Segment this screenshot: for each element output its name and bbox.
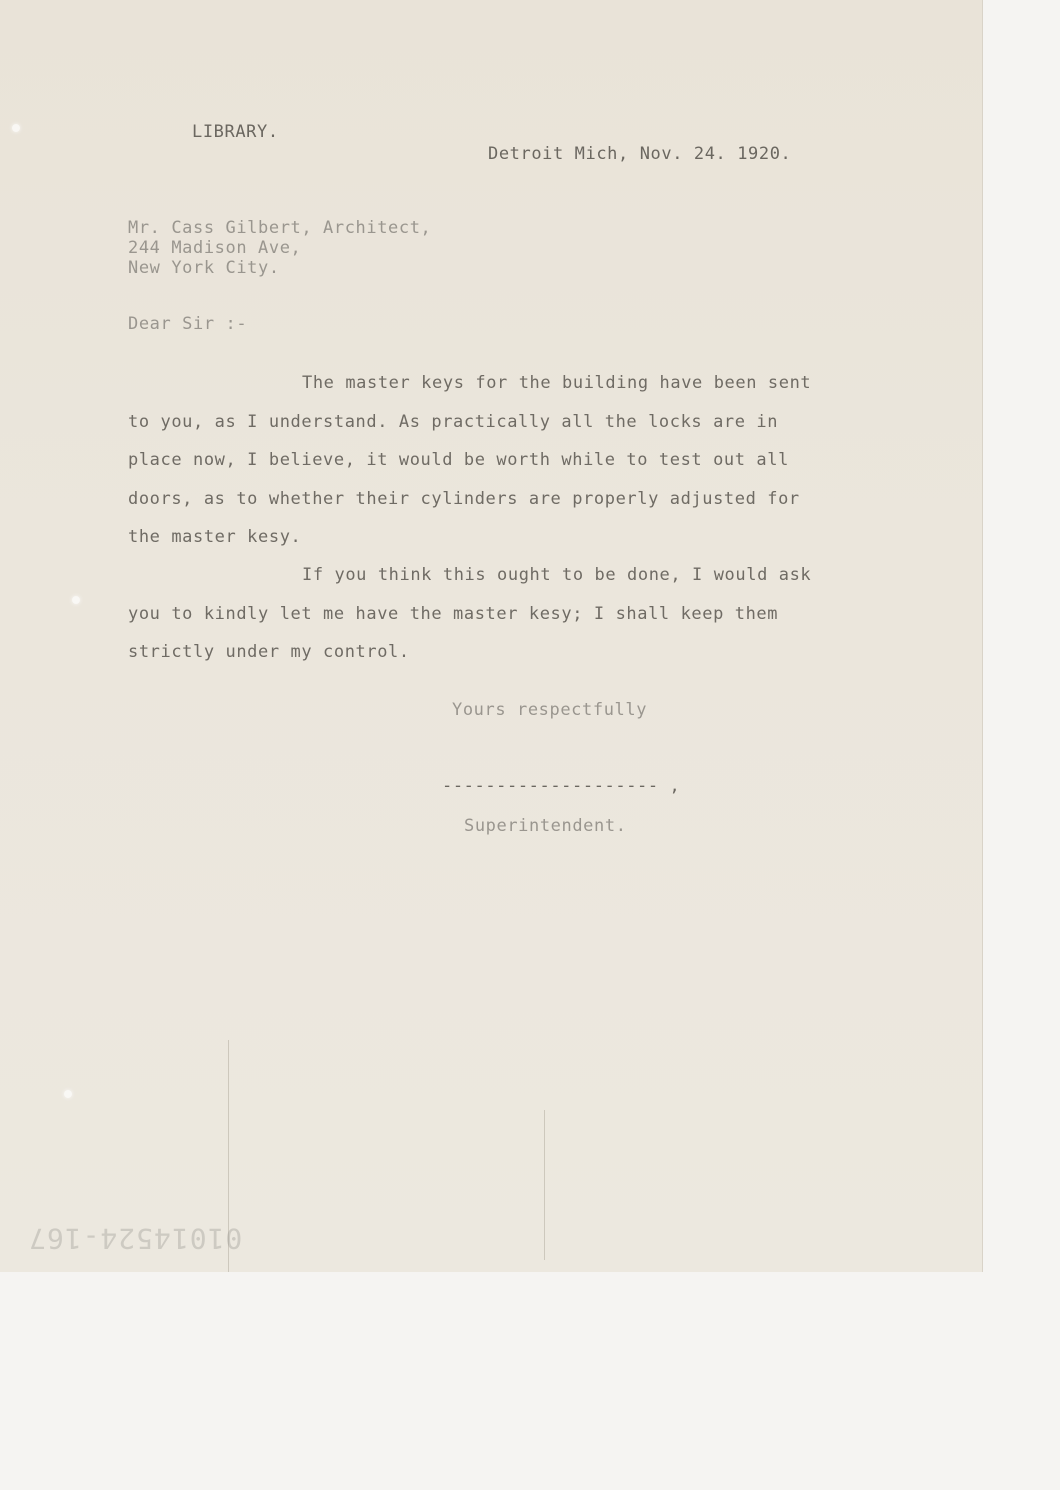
paper-speck xyxy=(72,596,80,604)
body-paragraph-2 xyxy=(128,556,858,672)
paper-crease xyxy=(544,1110,545,1260)
paragraph-1-line: doors, as to whether their cylinders are properly adjusted for xyxy=(128,488,800,509)
paragraph-1-line: the master kesy. xyxy=(128,527,302,547)
paragraph-1-line: The master keys for the building have been sent xyxy=(302,373,812,393)
place-and-date: Detroit Mich, Nov. 24. 1920. xyxy=(488,144,792,164)
signature-title: Superintendent. xyxy=(464,816,627,836)
recipient-line-3: New York City. xyxy=(128,258,280,278)
recipient-line-2: 244 Madison Ave, xyxy=(128,238,302,258)
paragraph-1-line: to you, as I understand. As practically all the locks are in xyxy=(128,411,779,432)
paper-speck xyxy=(12,124,20,132)
signature-line: -------------------- , xyxy=(442,776,681,796)
paragraph-2-line: If you think this ought to be done, I would ask xyxy=(302,565,812,585)
recipient-line-1: Mr. Cass Gilbert, Architect, xyxy=(128,218,432,238)
closing: Yours respectfully xyxy=(452,700,648,720)
paragraph-2-line: strictly under my control. xyxy=(128,642,410,662)
paragraph-2-line: you to kindly let me have the master kesy; I shall keep them xyxy=(128,603,779,624)
salutation: Dear Sir :- xyxy=(128,314,248,334)
paragraph-1-line: place now, I believe, it would be worth while to test out all xyxy=(128,450,789,470)
archive-stamp: 01014524-167 xyxy=(28,1222,243,1255)
department-heading: LIBRARY. xyxy=(192,122,279,142)
paper-speck xyxy=(64,1090,72,1098)
body-paragraph-1 xyxy=(128,364,858,557)
